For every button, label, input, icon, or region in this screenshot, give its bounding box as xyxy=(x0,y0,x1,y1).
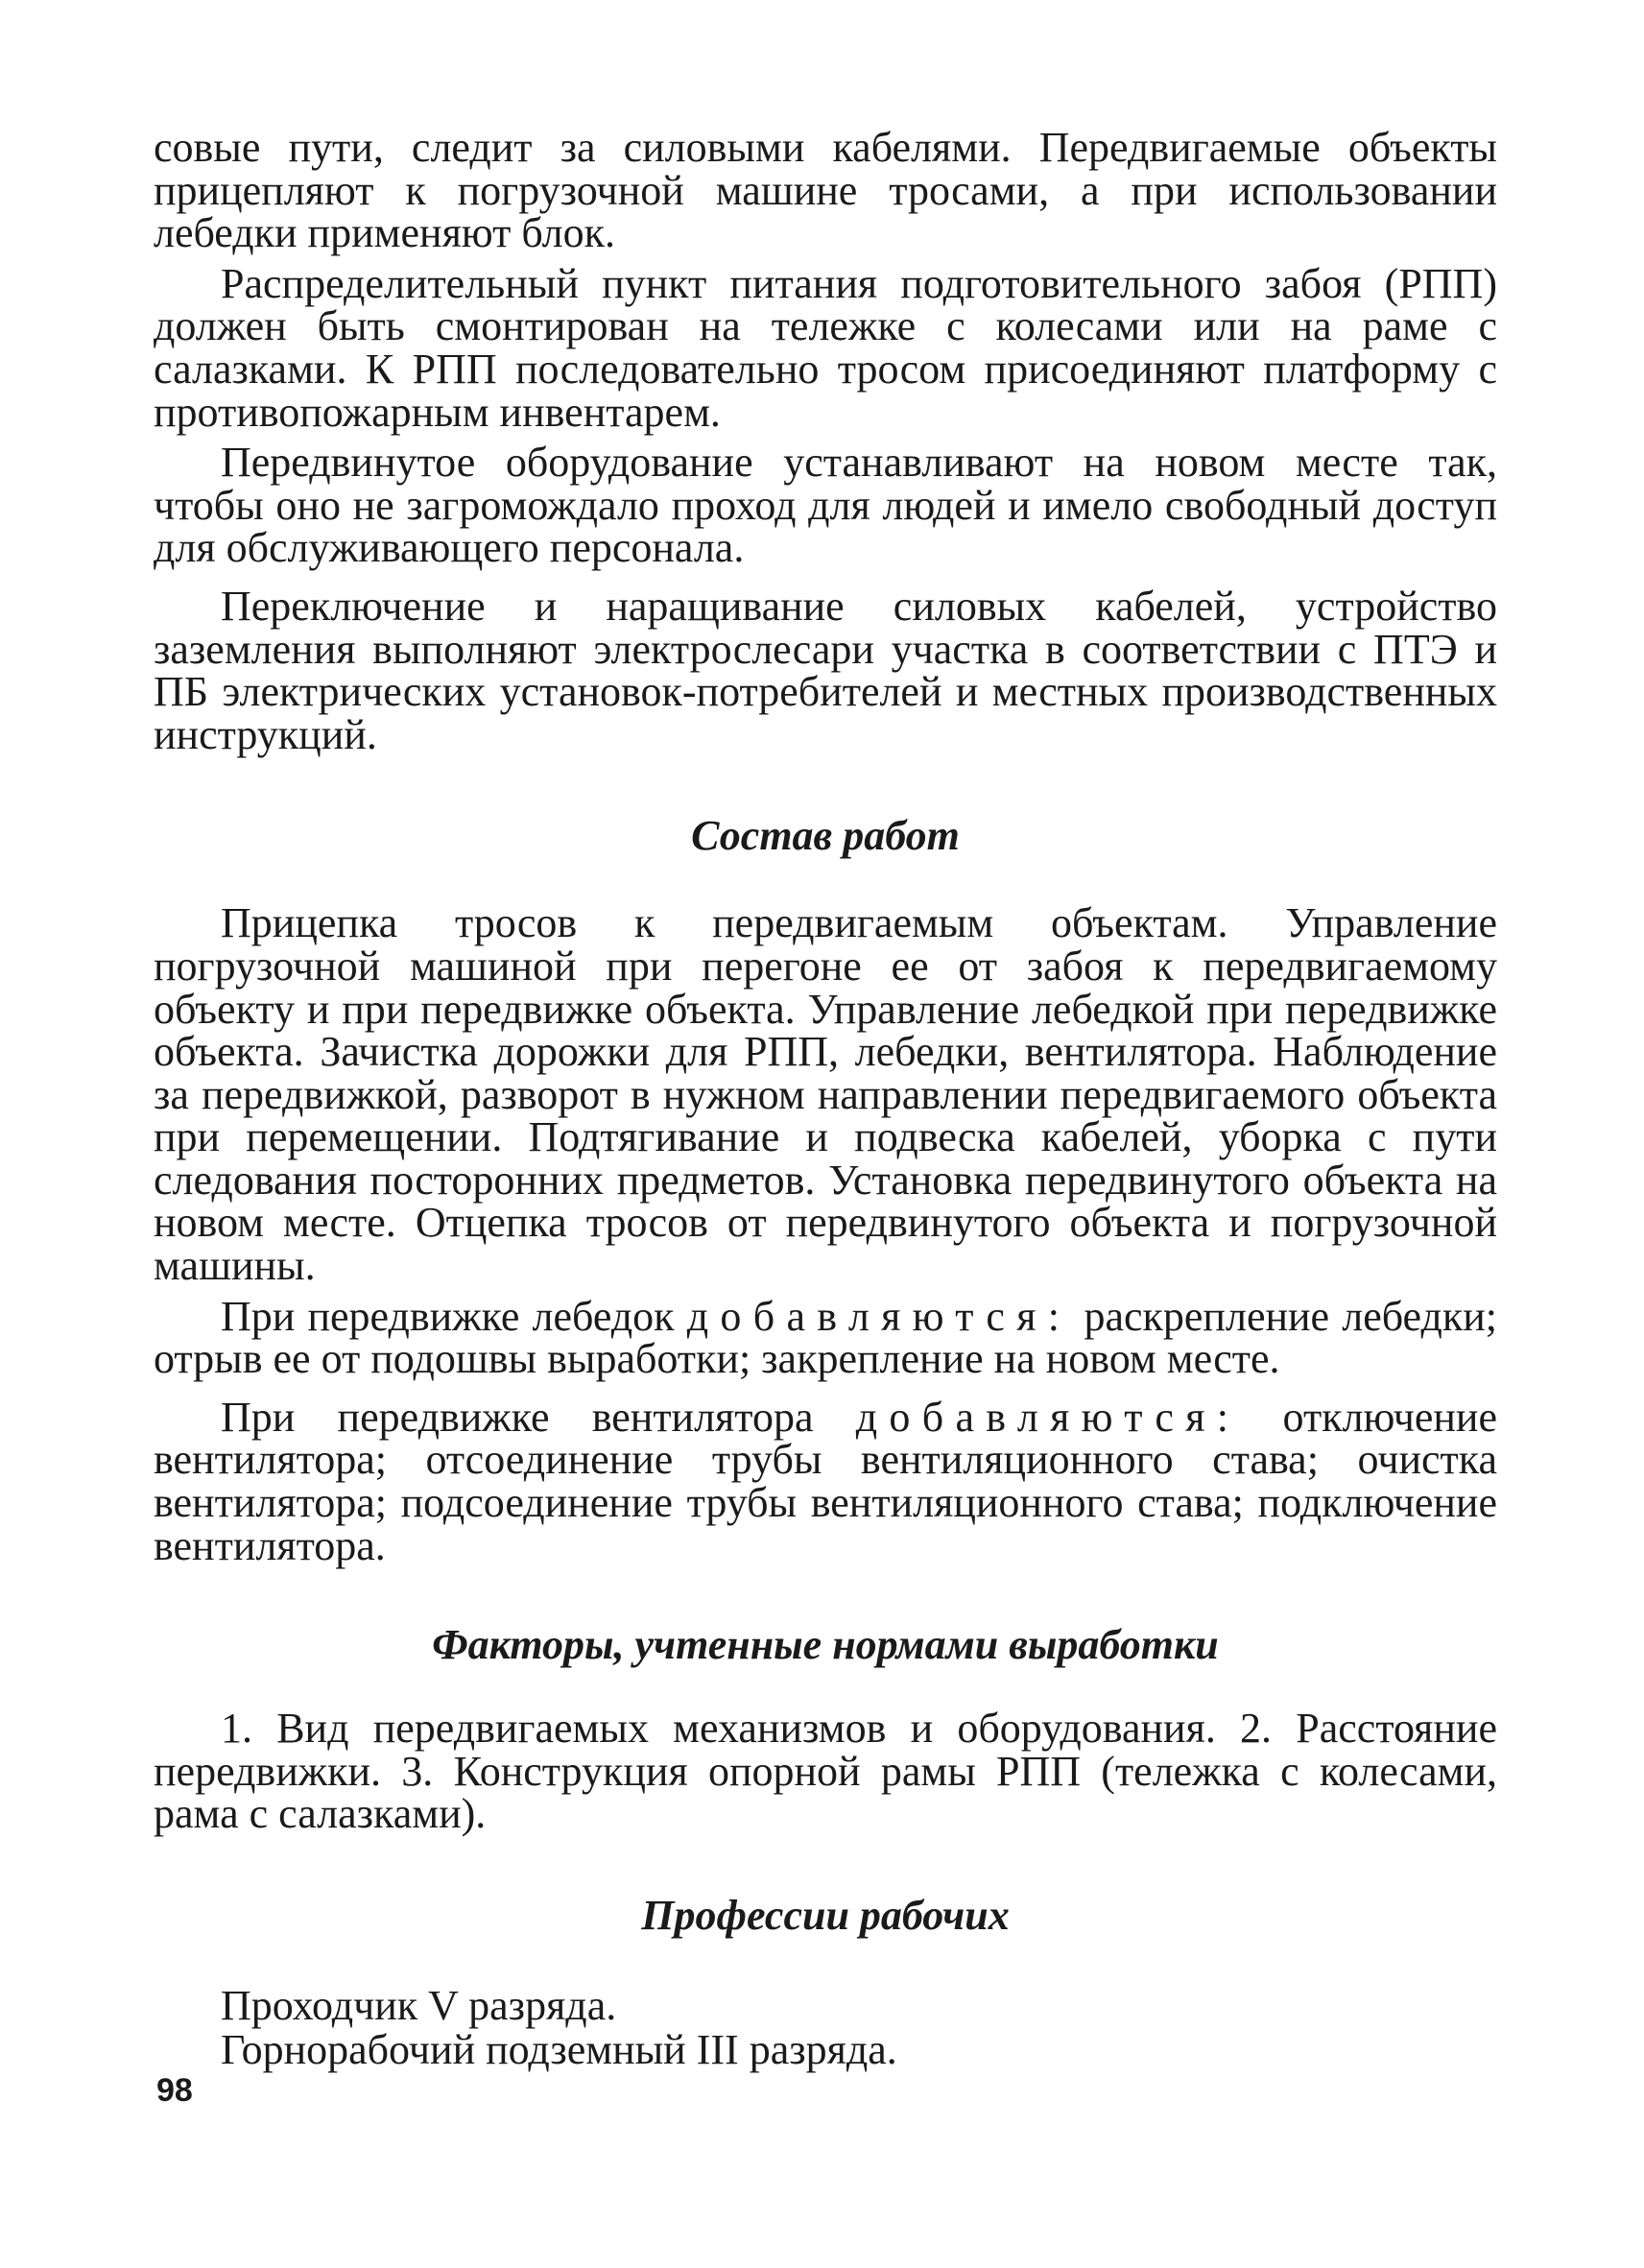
paragraph-moved-equipment: Передвинутое оборудование устанавливают на новом месте так, чтобы оно не загромождало проход для людей и имело свободный доступ для обслуживающего персонала. xyxy=(154,439,1497,572)
winch-added-word: добавляются: xyxy=(686,1292,1072,1340)
fan-added-word: добавляются: xyxy=(855,1393,1241,1441)
fan-lead-text: При передвижке вентилятора xyxy=(221,1393,814,1441)
winch-lead-text: При передвижке лебедок xyxy=(221,1292,675,1340)
page-body xyxy=(154,124,1498,2073)
paragraph-work-list: Прицепка тросов к передвигаемым объектам. Управление погрузочной машиной при перегоне ее от забоя к передвигаемому объекту и при передвижке объекта. Управление лебедкой при передвижке объекта. Зачистка дорожки для РПП, лебедки, вентилятора. Наблюдение за передвижкой, разворот в нужном направлении передвигаемого объекта при перемещении. Подтягивание и подвеска кабелей, уборка с пути следования посторонних предметов. Установка передвинутого объекта на новом месте. Отцепка тросов от передвинутого объекта и погрузочной машины. xyxy=(154,899,1497,1290)
paragraph-rpp: Распределительный пункт питания подготовительного забоя (РПП) должен быть смонтирован на тележке с колесами или на раме с салазками. К РПП последовательно тросом присоединяют платформу с противопожарным инвентарем. xyxy=(154,259,1497,436)
heading-work-composition: Состав работ xyxy=(691,812,960,860)
heading-professions: Профессии рабочих xyxy=(641,1892,1010,1939)
paragraph-factors: 1. Вид передвигаемых механизмов и оборудования. 2. Расстояние передвижки. 3. Конструкция опорной рамы РПП (тележка с колесами, рама с салазками). xyxy=(154,1705,1497,1838)
paragraph-fan-additions xyxy=(154,1393,1498,1569)
profession-item: Горнорабочий подземный III разряда. xyxy=(221,2026,897,2073)
fan-rest-text: отключение вентилятора; отсоединение трубы вентиляционного става; очистка вентилятора; подсоединение трубы вентиляционного става; подключение вентилятора. xyxy=(154,1393,1498,1569)
paragraph-cables: Переключение и наращивание силовых кабелей, устройство заземления выполняют электрослесари участка в соответствии с ПТЭ и ПБ электрических установок-потребителей и местных производственных инструкций. xyxy=(154,582,1497,758)
paragraph-continuation: совые пути, следит за силовыми кабелями. Передвигаемые объекты прицепляют к погрузочной машине тросами, а при использовании лебедки применяют блок. xyxy=(154,124,1497,257)
page-number: 98 xyxy=(156,2072,193,2109)
winch-rest-text: раскрепление лебедки; отрыв ее от подошвы выработки; закрепление на новом месте. xyxy=(154,1292,1498,1383)
paragraph-winch-additions xyxy=(154,1292,1498,1383)
heading-factors: Факторы, учтенные нормами выработки xyxy=(432,1621,1219,1669)
profession-item: Проходчик V разряда. xyxy=(221,1982,617,2029)
